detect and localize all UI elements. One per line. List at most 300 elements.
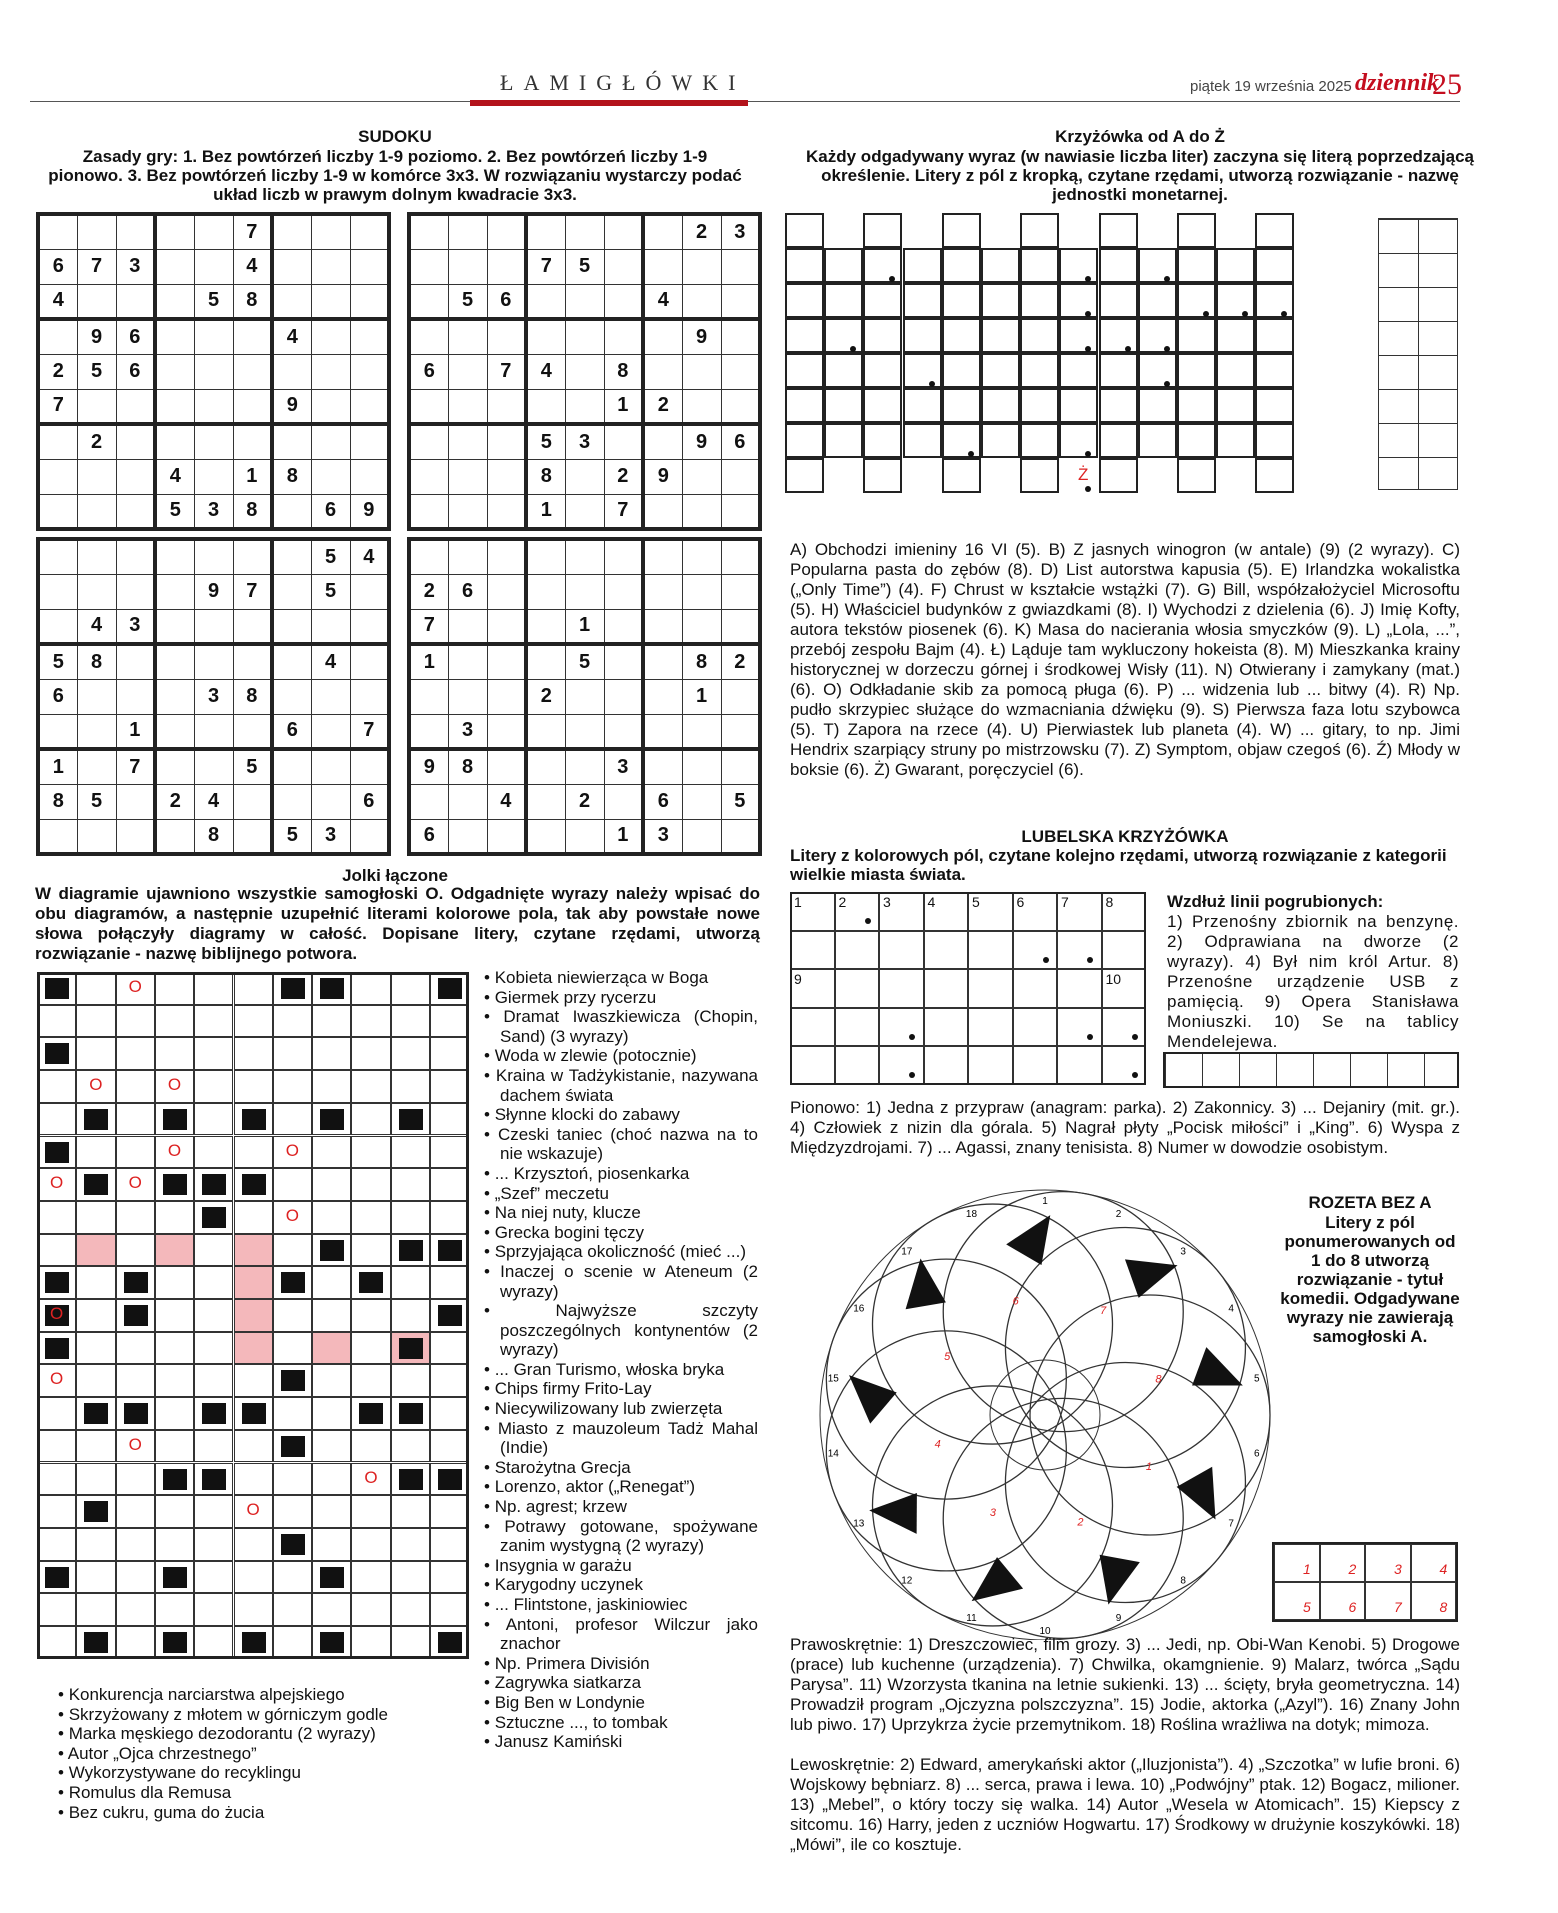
sudoku-cell[interactable]: 9	[682, 424, 721, 459]
sudoku-cell[interactable]: 7	[526, 249, 565, 284]
sudoku-cell[interactable]	[643, 679, 682, 714]
krzyzowka-cell[interactable]	[785, 318, 824, 353]
sudoku-cell[interactable]: 3	[116, 609, 155, 644]
krzyzowka-cell[interactable]	[1099, 248, 1138, 283]
sudoku-cell[interactable]: 4	[272, 319, 311, 354]
sudoku-cell[interactable]	[487, 539, 526, 574]
sudoku-cell[interactable]	[604, 644, 643, 679]
sudoku-cell[interactable]	[38, 459, 77, 494]
sudoku-cell[interactable]	[526, 574, 565, 609]
krzyzowka-cell[interactable]	[942, 248, 981, 283]
sudoku-cell[interactable]	[409, 319, 448, 354]
sudoku-cell[interactable]	[409, 424, 448, 459]
sudoku-cell[interactable]	[721, 459, 760, 494]
sudoku-cell[interactable]	[350, 459, 389, 494]
sudoku-cell[interactable]: 8	[77, 644, 116, 679]
sudoku-cell[interactable]	[448, 494, 487, 529]
sudoku-cell[interactable]	[311, 249, 350, 284]
sudoku-cell[interactable]	[487, 644, 526, 679]
krzyzowka-cell[interactable]	[1216, 318, 1255, 353]
krzyzowka-cell[interactable]	[1255, 423, 1294, 458]
krzyzowka-cell[interactable]	[942, 318, 981, 353]
sudoku-cell[interactable]	[604, 214, 643, 249]
sudoku-cell[interactable]	[311, 354, 350, 389]
sudoku-cell[interactable]: 3	[194, 679, 233, 714]
krzyzowka-cell[interactable]	[1216, 423, 1255, 458]
sudoku-cell[interactable]	[604, 679, 643, 714]
sudoku-cell[interactable]	[682, 714, 721, 749]
sudoku-cell[interactable]	[311, 749, 350, 784]
sudoku-cell[interactable]: 7	[77, 249, 116, 284]
sudoku-cell[interactable]	[448, 644, 487, 679]
sudoku-cell[interactable]: 5	[272, 819, 311, 854]
sudoku-cell[interactable]	[487, 574, 526, 609]
sudoku-cell[interactable]	[116, 424, 155, 459]
sudoku-cell[interactable]	[721, 354, 760, 389]
sudoku-cell[interactable]	[77, 679, 116, 714]
krzyzowka-cell[interactable]	[1216, 353, 1255, 388]
sudoku-cell[interactable]	[721, 749, 760, 784]
sudoku-cell[interactable]	[526, 784, 565, 819]
krzyzowka-cell[interactable]	[942, 458, 981, 493]
sudoku-cell[interactable]: 1	[233, 459, 272, 494]
sudoku-cell[interactable]	[350, 609, 389, 644]
krzyzowka-cell[interactable]	[1059, 388, 1098, 423]
sudoku-cell[interactable]: 1	[604, 819, 643, 854]
sudoku-cell[interactable]	[272, 284, 311, 319]
sudoku-cell[interactable]: 6	[487, 284, 526, 319]
sudoku-cell[interactable]	[487, 714, 526, 749]
sudoku-cell[interactable]	[116, 494, 155, 529]
sudoku-cell[interactable]	[721, 574, 760, 609]
krzyzowka-cell[interactable]	[1099, 388, 1138, 423]
sudoku-cell[interactable]	[194, 609, 233, 644]
sudoku-cell[interactable]	[604, 319, 643, 354]
sudoku-cell[interactable]	[272, 424, 311, 459]
sudoku-cell[interactable]	[194, 714, 233, 749]
sudoku-cell[interactable]	[155, 749, 194, 784]
sudoku-cell[interactable]: 4	[194, 784, 233, 819]
sudoku-cell[interactable]: 6	[311, 494, 350, 529]
sudoku-cell[interactable]	[721, 714, 760, 749]
sudoku-cell[interactable]: 8	[194, 819, 233, 854]
sudoku-cell[interactable]	[721, 819, 760, 854]
sudoku-cell[interactable]: 6	[38, 249, 77, 284]
krzyzowka-cell[interactable]	[1255, 283, 1294, 318]
krzyzowka-cell[interactable]	[824, 423, 863, 458]
sudoku-cell[interactable]	[448, 319, 487, 354]
sudoku-cell[interactable]	[272, 539, 311, 574]
sudoku-cell[interactable]	[311, 459, 350, 494]
sudoku-cell[interactable]	[272, 214, 311, 249]
sudoku-cell[interactable]: 1	[565, 609, 604, 644]
sudoku-cell[interactable]: 6	[409, 819, 448, 854]
sudoku-cell[interactable]: 5	[448, 284, 487, 319]
krzyzowka-cell[interactable]	[1216, 388, 1255, 423]
sudoku-cell[interactable]: 2	[565, 784, 604, 819]
sudoku-cell[interactable]	[409, 784, 448, 819]
krzyzowka-cell[interactable]	[1020, 388, 1059, 423]
sudoku-cell[interactable]	[272, 354, 311, 389]
sudoku-cell[interactable]	[38, 539, 77, 574]
sudoku-cell[interactable]	[311, 609, 350, 644]
sudoku-cell[interactable]	[116, 214, 155, 249]
krzyzowka-cell[interactable]	[785, 423, 824, 458]
sudoku-cell[interactable]	[233, 609, 272, 644]
krzyzowka-cell[interactable]	[903, 248, 942, 283]
sudoku-cell[interactable]	[448, 389, 487, 424]
sudoku-cell[interactable]	[311, 319, 350, 354]
sudoku-cell[interactable]: 3	[448, 714, 487, 749]
sudoku-cell[interactable]	[565, 389, 604, 424]
sudoku-cell[interactable]	[643, 714, 682, 749]
sudoku-cell[interactable]	[487, 679, 526, 714]
sudoku-cell[interactable]	[350, 749, 389, 784]
krzyzowka-cell[interactable]	[1255, 248, 1294, 283]
sudoku-cell[interactable]	[565, 819, 604, 854]
krzyzowka-cell[interactable]	[863, 318, 902, 353]
krzyzowka-cell[interactable]	[824, 318, 863, 353]
sudoku-cell[interactable]	[311, 214, 350, 249]
krzyzowka-cell[interactable]	[1099, 423, 1138, 458]
sudoku-cell[interactable]: 5	[526, 424, 565, 459]
krzyzowka-cell[interactable]	[1177, 388, 1216, 423]
sudoku-cell[interactable]: 1	[526, 494, 565, 529]
sudoku-cell[interactable]	[565, 214, 604, 249]
sudoku-cell[interactable]: 7	[38, 389, 77, 424]
krzyzowka-cell[interactable]	[1177, 213, 1216, 248]
rozeta-solution-cell[interactable]: 5	[1274, 1582, 1320, 1620]
krzyzowka-cell[interactable]	[1138, 388, 1177, 423]
sudoku-cell[interactable]: 9	[194, 574, 233, 609]
lubelska-cell[interactable]: 9	[790, 969, 835, 1008]
sudoku-cell[interactable]	[77, 494, 116, 529]
sudoku-cell[interactable]	[448, 459, 487, 494]
sudoku-cell[interactable]	[194, 424, 233, 459]
sudoku-cell[interactable]	[233, 319, 272, 354]
sudoku-cell[interactable]	[526, 714, 565, 749]
sudoku-cell[interactable]	[643, 609, 682, 644]
sudoku-cell[interactable]	[77, 714, 116, 749]
sudoku-cell[interactable]: 4	[526, 354, 565, 389]
sudoku-cell[interactable]	[350, 819, 389, 854]
sudoku-cell[interactable]: 5	[311, 539, 350, 574]
krzyzowka-cell[interactable]	[1255, 458, 1294, 493]
sudoku-cell[interactable]	[311, 679, 350, 714]
sudoku-cell[interactable]	[565, 319, 604, 354]
sudoku-cell[interactable]	[682, 574, 721, 609]
sudoku-cell[interactable]	[38, 609, 77, 644]
sudoku-cell[interactable]	[155, 249, 194, 284]
sudoku-cell[interactable]	[38, 819, 77, 854]
rozeta-solution-cell[interactable]: 8	[1411, 1582, 1457, 1620]
sudoku-cell[interactable]	[448, 214, 487, 249]
sudoku-cell[interactable]	[526, 319, 565, 354]
sudoku-cell[interactable]	[487, 459, 526, 494]
krzyzowka-cell[interactable]	[903, 283, 942, 318]
sudoku-cell[interactable]: 4	[233, 249, 272, 284]
sudoku-cell[interactable]	[409, 679, 448, 714]
sudoku-cell[interactable]	[487, 319, 526, 354]
lubelska-cell[interactable]: 10	[1102, 969, 1147, 1008]
krzyzowka-cell[interactable]	[785, 458, 824, 493]
sudoku-cell[interactable]	[350, 249, 389, 284]
sudoku-cell[interactable]	[194, 389, 233, 424]
sudoku-cell[interactable]	[604, 784, 643, 819]
sudoku-cell[interactable]	[721, 284, 760, 319]
krzyzowka-cell[interactable]	[863, 388, 902, 423]
rozeta-solution-cell[interactable]: 4	[1411, 1544, 1457, 1582]
sudoku-cell[interactable]	[311, 424, 350, 459]
sudoku-cell[interactable]	[194, 249, 233, 284]
sudoku-cell[interactable]	[350, 319, 389, 354]
sudoku-cell[interactable]	[155, 424, 194, 459]
sudoku-cell[interactable]: 8	[448, 749, 487, 784]
sudoku-cell[interactable]	[682, 284, 721, 319]
krzyzowka-cell[interactable]	[942, 388, 981, 423]
rozeta-solution-cell[interactable]: 6	[1320, 1582, 1366, 1620]
krzyzowka-cell[interactable]	[824, 283, 863, 318]
sudoku-cell[interactable]	[604, 609, 643, 644]
sudoku-cell[interactable]	[682, 249, 721, 284]
sudoku-cell[interactable]	[350, 679, 389, 714]
krzyzowka-cell[interactable]	[863, 283, 902, 318]
krzyzowka-cell[interactable]	[981, 283, 1020, 318]
sudoku-cell[interactable]: 7	[409, 609, 448, 644]
sudoku-cell[interactable]	[682, 389, 721, 424]
sudoku-cell[interactable]	[233, 424, 272, 459]
sudoku-cell[interactable]	[233, 354, 272, 389]
sudoku-cell[interactable]	[116, 459, 155, 494]
sudoku-cell[interactable]	[643, 354, 682, 389]
sudoku-cell[interactable]	[721, 539, 760, 574]
krzyzowka-cell[interactable]	[1020, 213, 1059, 248]
sudoku-cell[interactable]	[272, 784, 311, 819]
sudoku-cell[interactable]	[155, 679, 194, 714]
sudoku-cell[interactable]	[155, 319, 194, 354]
sudoku-cell[interactable]	[487, 249, 526, 284]
sudoku-cell[interactable]: 2	[643, 389, 682, 424]
krzyzowka-cell[interactable]	[942, 423, 981, 458]
sudoku-cell[interactable]	[721, 389, 760, 424]
krzyzowka-cell[interactable]	[1020, 283, 1059, 318]
sudoku-cell[interactable]	[38, 214, 77, 249]
sudoku-cell[interactable]: 6	[721, 424, 760, 459]
krzyzowka-cell[interactable]	[1099, 458, 1138, 493]
rozeta-solution-cell[interactable]: 7	[1365, 1582, 1411, 1620]
sudoku-cell[interactable]	[565, 494, 604, 529]
rozeta-solution-cell[interactable]: 3	[1365, 1544, 1411, 1582]
sudoku-cell[interactable]: 8	[604, 354, 643, 389]
sudoku-cell[interactable]: 4	[38, 284, 77, 319]
sudoku-cell[interactable]	[682, 354, 721, 389]
sudoku-cell[interactable]: 5	[194, 284, 233, 319]
sudoku-cell[interactable]	[604, 249, 643, 284]
sudoku-cell[interactable]	[409, 249, 448, 284]
krzyzowka-cell[interactable]	[1255, 213, 1294, 248]
krzyzowka-cell[interactable]	[1177, 283, 1216, 318]
sudoku-cell[interactable]	[409, 284, 448, 319]
krzyzowka-cell[interactable]	[785, 388, 824, 423]
sudoku-cell[interactable]: 1	[682, 679, 721, 714]
sudoku-cell[interactable]	[643, 539, 682, 574]
krzyzowka-cell[interactable]	[1059, 248, 1098, 283]
sudoku-cell[interactable]	[272, 609, 311, 644]
sudoku-cell[interactable]	[448, 354, 487, 389]
sudoku-cell[interactable]	[350, 389, 389, 424]
sudoku-cell[interactable]: 8	[233, 494, 272, 529]
sudoku-cell[interactable]: 8	[233, 284, 272, 319]
sudoku-cell[interactable]	[643, 319, 682, 354]
sudoku-cell[interactable]	[77, 214, 116, 249]
krzyzowka-cell[interactable]	[1255, 318, 1294, 353]
krzyzowka-cell[interactable]	[1216, 248, 1255, 283]
sudoku-cell[interactable]: 3	[604, 749, 643, 784]
krzyzowka-cell[interactable]	[1138, 318, 1177, 353]
sudoku-cell[interactable]	[643, 644, 682, 679]
sudoku-cell[interactable]	[487, 494, 526, 529]
sudoku-cell[interactable]: 3	[565, 424, 604, 459]
krzyzowka-cell[interactable]	[942, 283, 981, 318]
sudoku-cell[interactable]: 2	[155, 784, 194, 819]
sudoku-cell[interactable]: 5	[77, 354, 116, 389]
sudoku-cell[interactable]	[38, 319, 77, 354]
sudoku-cell[interactable]: 9	[682, 319, 721, 354]
sudoku-cell[interactable]: 6	[448, 574, 487, 609]
sudoku-cell[interactable]: 2	[409, 574, 448, 609]
sudoku-cell[interactable]	[448, 679, 487, 714]
krzyzowka-cell[interactable]	[1059, 423, 1098, 458]
sudoku-cell[interactable]	[116, 284, 155, 319]
sudoku-cell[interactable]	[116, 784, 155, 819]
sudoku-cell[interactable]	[77, 389, 116, 424]
sudoku-cell[interactable]	[116, 679, 155, 714]
sudoku-cell[interactable]: 7	[233, 214, 272, 249]
lubelska-cell[interactable]: 6	[1013, 892, 1058, 931]
sudoku-cell[interactable]	[565, 679, 604, 714]
sudoku-cell[interactable]	[350, 574, 389, 609]
krzyzowka-cell[interactable]	[1099, 353, 1138, 388]
krzyzowka-cell[interactable]	[1255, 388, 1294, 423]
sudoku-cell[interactable]	[526, 749, 565, 784]
sudoku-cell[interactable]	[526, 284, 565, 319]
sudoku-cell[interactable]: 2	[77, 424, 116, 459]
krzyzowka-cell[interactable]	[1059, 283, 1098, 318]
sudoku-cell[interactable]: 5	[721, 784, 760, 819]
sudoku-cell[interactable]	[116, 389, 155, 424]
sudoku-cell[interactable]	[526, 609, 565, 644]
sudoku-cell[interactable]	[116, 819, 155, 854]
sudoku-cell[interactable]: 4	[350, 539, 389, 574]
sudoku-cell[interactable]	[155, 284, 194, 319]
krzyzowka-cell[interactable]	[1177, 318, 1216, 353]
krzyzowka-cell[interactable]	[785, 283, 824, 318]
sudoku-cell[interactable]	[682, 784, 721, 819]
krzyzowka-cell[interactable]	[1177, 423, 1216, 458]
sudoku-cell[interactable]	[448, 539, 487, 574]
krzyzowka-cell[interactable]	[1020, 248, 1059, 283]
sudoku-cell[interactable]	[350, 284, 389, 319]
sudoku-cell[interactable]: 5	[565, 644, 604, 679]
sudoku-cell[interactable]: 9	[77, 319, 116, 354]
krzyzowka-cell[interactable]	[863, 353, 902, 388]
sudoku-cell[interactable]	[311, 784, 350, 819]
sudoku-cell[interactable]	[448, 249, 487, 284]
krzyzowka-cell[interactable]	[1177, 353, 1216, 388]
sudoku-cell[interactable]	[643, 574, 682, 609]
sudoku-cell[interactable]	[77, 284, 116, 319]
sudoku-cell[interactable]	[526, 214, 565, 249]
sudoku-cell[interactable]: 9	[272, 389, 311, 424]
sudoku-cell[interactable]: 7	[116, 749, 155, 784]
sudoku-cell[interactable]	[350, 354, 389, 389]
sudoku-cell[interactable]	[155, 539, 194, 574]
sudoku-cell[interactable]	[643, 424, 682, 459]
lubelska-cell[interactable]: 1	[790, 892, 835, 931]
sudoku-cell[interactable]: 6	[643, 784, 682, 819]
sudoku-cell[interactable]	[565, 714, 604, 749]
sudoku-cell[interactable]: 3	[194, 494, 233, 529]
krzyzowka-cell[interactable]	[981, 353, 1020, 388]
sudoku-cell[interactable]	[565, 539, 604, 574]
sudoku-cell[interactable]	[526, 539, 565, 574]
krzyzowka-cell[interactable]	[1059, 318, 1098, 353]
krzyzowka-cell[interactable]	[824, 353, 863, 388]
sudoku-cell[interactable]: 6	[350, 784, 389, 819]
krzyzowka-cell[interactable]	[824, 388, 863, 423]
sudoku-cell[interactable]: 5	[311, 574, 350, 609]
sudoku-cell[interactable]	[643, 214, 682, 249]
sudoku-cell[interactable]: 8	[38, 784, 77, 819]
sudoku-cell[interactable]	[487, 819, 526, 854]
krzyzowka-cell[interactable]	[1138, 423, 1177, 458]
sudoku-cell[interactable]	[350, 424, 389, 459]
sudoku-cell[interactable]	[409, 494, 448, 529]
sudoku-cell[interactable]	[272, 644, 311, 679]
krzyzowka-cell[interactable]	[981, 423, 1020, 458]
sudoku-cell[interactable]	[194, 749, 233, 784]
sudoku-cell[interactable]: 8	[682, 644, 721, 679]
sudoku-cell[interactable]	[272, 574, 311, 609]
sudoku-cell[interactable]	[350, 214, 389, 249]
sudoku-cell[interactable]: 6	[116, 319, 155, 354]
krzyzowka-cell[interactable]	[942, 353, 981, 388]
lubelska-cell[interactable]: 5	[968, 892, 1013, 931]
sudoku-cell[interactable]: 1	[409, 644, 448, 679]
krzyzowka-cell[interactable]	[785, 213, 824, 248]
sudoku-cell[interactable]: 7	[487, 354, 526, 389]
krzyzowka-cell[interactable]	[981, 248, 1020, 283]
sudoku-cell[interactable]: 5	[565, 249, 604, 284]
rozeta-solution-cell[interactable]: 2	[1320, 1544, 1366, 1582]
krzyzowka-cell[interactable]	[785, 248, 824, 283]
lubelska-cell[interactable]: 2	[835, 892, 880, 931]
krzyzowka-cell[interactable]	[1138, 283, 1177, 318]
krzyzowka-cell[interactable]	[1099, 283, 1138, 318]
sudoku-cell[interactable]: 4	[643, 284, 682, 319]
krzyzowka-cell[interactable]	[903, 318, 942, 353]
sudoku-cell[interactable]	[194, 539, 233, 574]
sudoku-cell[interactable]	[604, 574, 643, 609]
sudoku-cell[interactable]: 4	[77, 609, 116, 644]
sudoku-cell[interactable]: 6	[409, 354, 448, 389]
sudoku-cell[interactable]	[643, 494, 682, 529]
krzyzowka-cell[interactable]	[1216, 283, 1255, 318]
sudoku-cell[interactable]	[155, 354, 194, 389]
sudoku-cell[interactable]	[233, 784, 272, 819]
sudoku-cell[interactable]: 5	[77, 784, 116, 819]
sudoku-cell[interactable]: 6	[116, 354, 155, 389]
